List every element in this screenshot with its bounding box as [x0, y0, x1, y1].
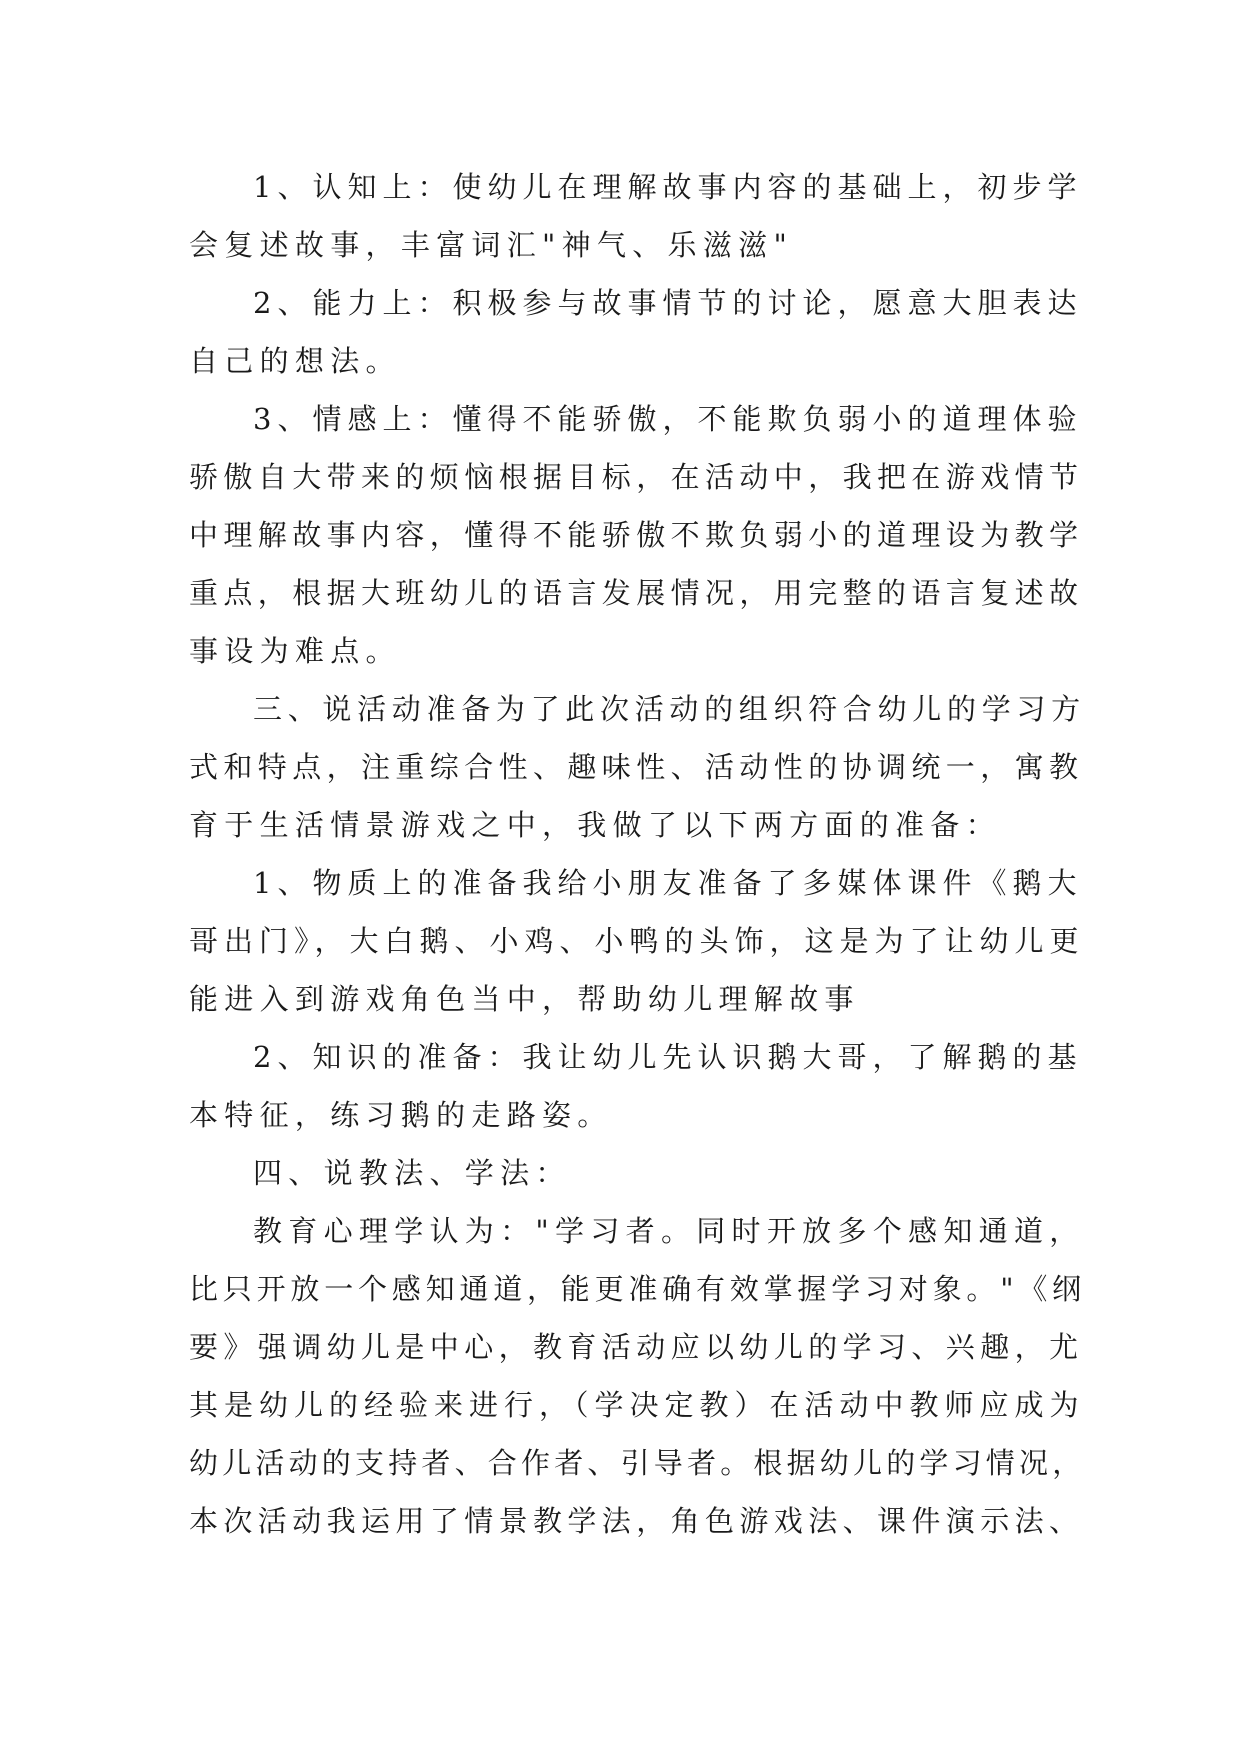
- text-line: 幼儿活动的支持者、合作者、引导者。根据幼儿的学习情况，: [189, 1446, 1086, 1480]
- document-body: [189, 158, 1089, 1550]
- section-heading: 四、说教法、学法：: [253, 1156, 571, 1190]
- text-line: 育于生活情景游戏之中，我做了以下两方面的准备：: [189, 808, 1001, 842]
- text-line: 三、说活动准备为了此次活动的组织符合幼儿的学习方: [253, 692, 1086, 726]
- text-line: 哥出门》，大白鹅、小鸡、小鸭的头饰，这是为了让幼儿更: [189, 924, 1085, 958]
- text-line: 比只开放一个感知通道，能更准确有效掌握学习对象。"《纲: [189, 1272, 1086, 1306]
- text-line: 其是幼儿的经验来进行，（学决定教）在活动中教师应成为: [189, 1388, 1085, 1422]
- text-line: 1、物质上的准备我给小朋友准备了多媒体课件《鹅大: [253, 866, 1083, 900]
- text-line: 事设为难点。: [189, 634, 401, 668]
- text-line: 骄傲自大带来的烦恼根据目标，在活动中，我把在游戏情节: [189, 460, 1084, 494]
- text-line: 教育心理学认为："学习者。同时开放多个感知通道，: [253, 1214, 1085, 1248]
- text-line: 要》强调幼儿是中心，教育活动应以幼儿的学习、兴趣，尤: [189, 1330, 1084, 1364]
- text-line: 本次活动我运用了情景教学法，角色游戏法、课件演示法、: [189, 1504, 1084, 1538]
- text-line: 本特征，练习鹅的走路姿。: [189, 1098, 613, 1132]
- text-line: 2、能力上：积极参与故事情节的讨论，愿意大胆表达: [253, 286, 1083, 320]
- text-line: 2、知识的准备：我让幼儿先认识鹅大哥，了解鹅的基: [253, 1040, 1083, 1074]
- text-line: 自己的想法。: [189, 344, 401, 378]
- text-line: 会复述故事，丰富词汇"神气、乐滋滋": [189, 228, 794, 262]
- text-line: 3、情感上：懂得不能骄傲，不能欺负弱小的道理体验: [253, 402, 1083, 436]
- text-line: 中理解故事内容，懂得不能骄傲不欺负弱小的道理设为教学: [189, 518, 1084, 552]
- text-line: 能进入到游戏角色当中，帮助幼儿理解故事: [189, 982, 860, 1016]
- text-line: 式和特点，注重综合性、趣味性、活动性的协调统一，寓教: [189, 750, 1084, 784]
- text-line: 重点，根据大班幼儿的语言发展情况，用完整的语言复述故: [189, 576, 1084, 610]
- text-line: 1、认知上：使幼儿在理解故事内容的基础上，初步学: [253, 170, 1083, 204]
